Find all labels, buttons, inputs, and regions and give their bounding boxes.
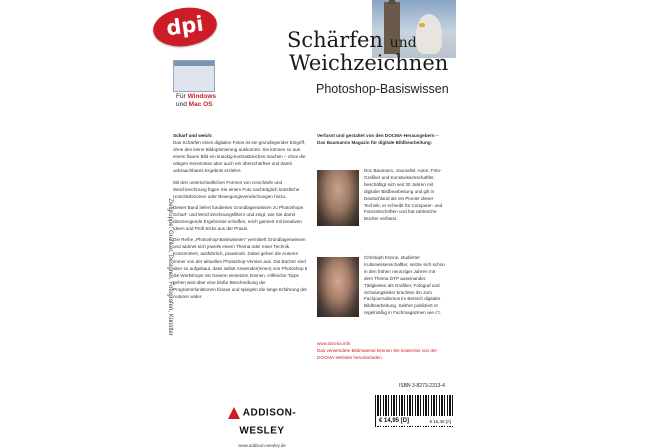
title-line-2: Weichzeichnen: [289, 51, 449, 75]
price-main: € 14,95 [D]: [379, 418, 410, 424]
description-column: [173, 132, 309, 304]
publisher-logo: [207, 404, 317, 448]
series-paragraph: Die Reihe „Photoshop-Basiswissen" vermittelt Grundlagenwissen und widmet sich jeweils einem Thema oder einer Technik. Konzentriert, ausführlich, praxisnah. Dabei gehen die Autoren immer von der aktuellen Photoshop-Version aus. Die Bücher sind aber so aufgebaut, dass selbst Anwender(innen) von Photoshop 6 die Workshops mit Gewinn einsetzen können. Hilfreiche Tipps gehen weit über eine bloße Beschreibung der Programmfunktionen hinaus und spiegeln die lange Erfahrung der Autoren wider.: [173, 237, 308, 299]
description-paragraph: Dieser Band liefert fundiertes Grundlagenwissen zu Photoshops Scharf- und Weichzeichnungsfiltern und zeigt, wie Sie damit überzeugende Ergebnisse schaffen, reich garniert mit kreativen Ideen und Profi-tricks aus der Praxis.: [173, 204, 304, 232]
author-doc-baumann: Doc Baumann, Journalist, Autor, Foto-Grafiker und Kunstwissenschaftler, beschäftigt sich seit 30 Jahren mit digitaler Bildbearbeitung und gilt in Deutschland als ein Pionier dieser Technik; er schreibt für Computer- und Fotozeitschriften und hat zahlreiche Bücher verfasst.: [317, 168, 445, 228]
author-christoph-kuenne: Christoph Künne, studierter Kulturwissenschaftler, setzte sich schon in den frühen neunziger Jahren mit dem Thema DTP auseinander. Tätigkeiten als Grafiker, Fotograf und Schulungsleiter brachten ihn zum Fachjournalismus im Bereich digitaler Bildbearbeitung. Seither publiziert er regelmäßig in Fachmagazinen wie c't.: [317, 255, 445, 319]
isbn: ISBN 3-8273-2313-4: [399, 383, 445, 389]
download-note: Das verwendete Bildmaterial können Sie kostenlos von der DOCMA-Website herunterladen.: [317, 348, 438, 360]
book-title: [287, 30, 448, 74]
price-label: [377, 416, 453, 426]
description-paragraph: Das Schärfen eines digitalen Fotos ist ein grundlegender Eingriff, ohne den keine Bildoptimierung auskommt. Sie können so aus einem flauen Bild ein knackig-kontrastreiches machen – ohne die nötigen Kenntnisse aber auch ein überschärftes und damit unbrauchbares Ergebnis erzielen.: [173, 140, 306, 174]
target-audience-text: Zielgruppe: Grafiker, Designer, Fotografen, Künstler: [167, 198, 173, 336]
book-back-cover: [163, 0, 456, 448]
docma-url[interactable]: www.docma.info: [317, 341, 351, 346]
author-photo: [317, 170, 359, 226]
platform-note: Für Windows und Mac OS: [176, 93, 217, 108]
title-und: und: [389, 35, 417, 51]
dpi-logo: dpi: [151, 4, 220, 51]
description-heading: Scharf und weich:: [173, 133, 213, 138]
book-subtitle: Photoshop-Basiswissen: [316, 82, 449, 96]
publisher-name: ADDISON-WESLEY: [239, 407, 297, 437]
software-screenshot-image: [173, 60, 215, 92]
description-paragraph: Mit den unterschiedlichen Formen von Unschärfe und Weichzeichnung fügen Sie einem Foto nachträglich künstliche Unschärfezonen oder Bewegungsverwischungen hinzu.: [173, 179, 300, 199]
publisher-url: www.addison-wesley.de: [238, 443, 286, 448]
authors-column: [317, 132, 447, 146]
author-photo: [317, 257, 359, 317]
addison-wesley-icon: [228, 407, 240, 419]
docma-link: [317, 340, 447, 361]
title-line-1: Schärfen: [287, 28, 383, 52]
authors-heading: Verfasst und gestaltet von den DOCMA-Herausgebern – Das Baumanns Magazin für digitale Bildbearbeitung:: [317, 133, 439, 146]
price-secondary: € 15,40 [A]: [429, 418, 451, 424]
